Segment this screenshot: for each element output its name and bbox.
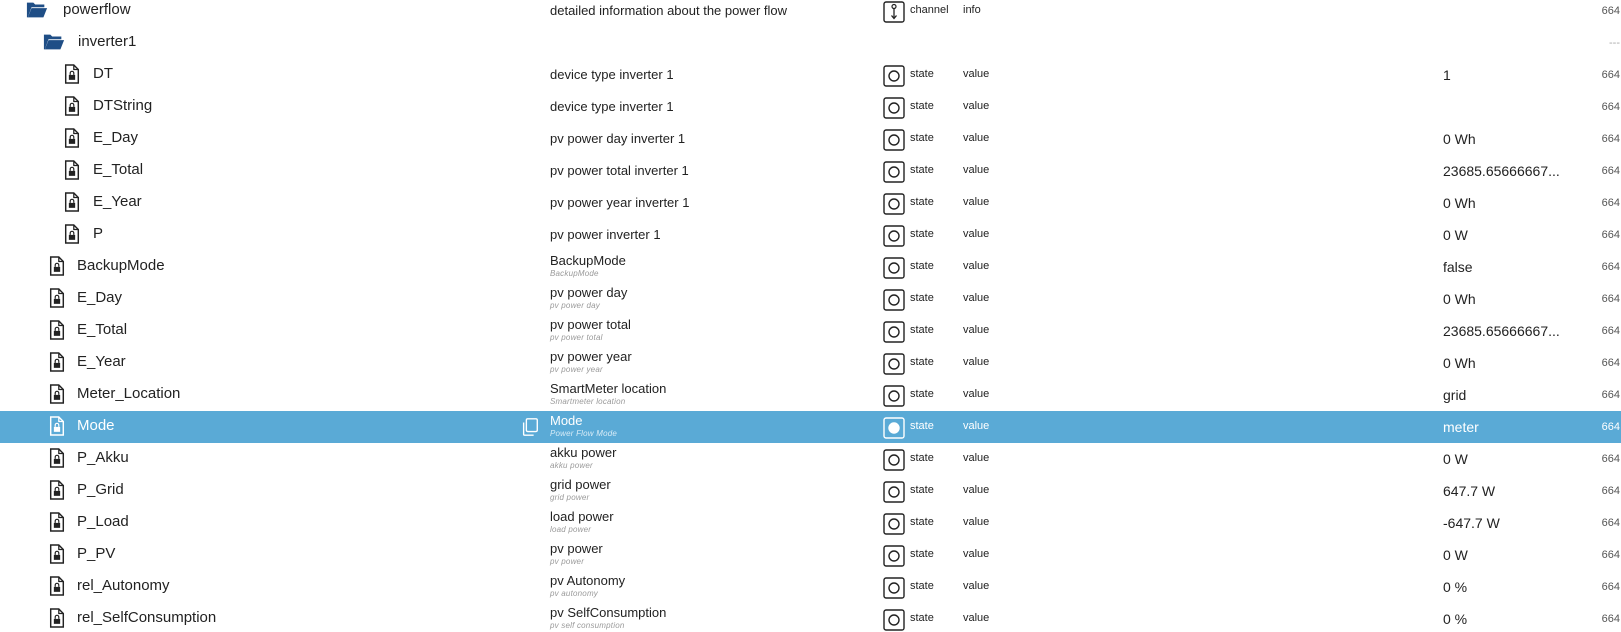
object-type: state — [910, 580, 934, 592]
acl-permissions: 664 — [1601, 197, 1620, 209]
object-description — [550, 411, 617, 443]
locked-file-icon — [63, 159, 85, 181]
acl-permissions: --- — [1609, 37, 1620, 49]
object-name[interactable]: E_Day — [77, 289, 123, 306]
locked-file-icon — [48, 575, 70, 597]
description-text: pv Autonomy — [550, 573, 626, 588]
acl-permissions: 664 — [1601, 389, 1620, 401]
object-value[interactable]: 0 % — [1443, 611, 1468, 627]
description-text: pv power total — [550, 317, 631, 332]
tree-row[interactable] — [0, 443, 1621, 475]
object-name[interactable]: Meter_Location — [77, 385, 181, 402]
description-subtext: pv power day — [550, 301, 600, 310]
state-icon — [883, 545, 905, 567]
locked-file-icon — [48, 255, 70, 277]
object-role: value — [963, 260, 990, 272]
tree-row[interactable] — [0, 347, 1621, 379]
object-name[interactable]: P_Load — [77, 513, 129, 530]
tree-row[interactable] — [0, 251, 1621, 283]
object-description — [550, 475, 611, 507]
description-text: pv power inverter 1 — [550, 227, 661, 242]
description-text: device type inverter 1 — [550, 99, 674, 114]
object-description — [550, 0, 787, 27]
state-icon — [883, 449, 905, 471]
state-icon — [883, 289, 905, 311]
object-role: value — [963, 516, 990, 528]
object-role: value — [963, 68, 990, 80]
description-text: load power — [550, 509, 614, 524]
object-role: value — [963, 388, 990, 400]
object-type: state — [910, 356, 934, 368]
acl-permissions: 664 — [1601, 421, 1620, 433]
object-name[interactable]: P_Akku — [77, 449, 129, 466]
acl-permissions: 664 — [1601, 549, 1620, 561]
locked-file-icon — [48, 415, 70, 437]
tree-row[interactable] — [0, 0, 1621, 27]
description-text: SmartMeter location — [550, 381, 667, 396]
description-text: pv power day inverter 1 — [550, 131, 686, 146]
tree-row[interactable] — [0, 155, 1621, 187]
tree-row[interactable] — [0, 27, 1621, 59]
tree-row[interactable] — [0, 91, 1621, 123]
state-icon — [883, 417, 905, 439]
object-name[interactable]: DTString — [93, 97, 153, 114]
object-name[interactable]: P_PV — [77, 545, 116, 562]
object-name[interactable]: rel_Autonomy — [77, 577, 170, 594]
object-value[interactable]: 23685.65666667... — [1443, 163, 1560, 179]
tree-row[interactable] — [0, 571, 1621, 603]
object-value[interactable]: 0 W — [1443, 227, 1468, 243]
object-value[interactable]: 0 W — [1443, 451, 1468, 467]
description-subtext: grid power — [550, 493, 590, 502]
object-type: state — [910, 388, 934, 400]
object-description — [550, 571, 625, 603]
object-role: value — [963, 164, 990, 176]
locked-file-icon — [63, 127, 85, 149]
tree-row[interactable] — [0, 475, 1621, 507]
object-type: state — [910, 324, 934, 336]
locked-file-icon — [48, 383, 70, 405]
object-value[interactable]: false — [1443, 259, 1473, 275]
object-type: state — [910, 68, 934, 80]
object-value[interactable]: meter — [1443, 419, 1479, 435]
tree-row[interactable] — [0, 219, 1621, 251]
description-subtext: Power Flow Mode — [550, 429, 618, 438]
state-icon — [883, 321, 905, 343]
description-subtext: pv self consumption — [550, 621, 625, 630]
object-role: value — [963, 228, 990, 240]
object-value[interactable]: 0 % — [1443, 579, 1468, 595]
object-type: state — [910, 132, 934, 144]
description-text: akku power — [550, 445, 617, 460]
locked-file-icon — [63, 223, 85, 245]
tree-row[interactable] — [0, 283, 1621, 315]
description-text: Mode — [550, 413, 583, 428]
tree-row[interactable] — [0, 379, 1621, 411]
description-text: BackupMode — [550, 253, 626, 268]
object-description — [550, 59, 674, 91]
tree-row[interactable] — [0, 315, 1621, 347]
description-subtext: pv autonomy — [550, 589, 599, 598]
locked-file-icon — [63, 95, 85, 117]
object-role: value — [963, 420, 990, 432]
object-name[interactable]: E_Total — [77, 321, 128, 338]
acl-permissions: 664 — [1601, 581, 1620, 593]
object-value[interactable]: 0 Wh — [1443, 195, 1476, 211]
object-type: state — [910, 260, 934, 272]
tree-row[interactable] — [0, 187, 1621, 219]
locked-file-icon — [63, 63, 85, 85]
object-value[interactable]: grid — [1443, 387, 1467, 403]
object-type: state — [910, 484, 934, 496]
tree-row[interactable] — [0, 507, 1621, 539]
state-icon — [883, 225, 905, 247]
acl-permissions: 664 — [1601, 229, 1620, 241]
acl-permissions: 664 — [1601, 101, 1620, 113]
tree-row[interactable] — [0, 603, 1621, 632]
state-icon — [883, 129, 905, 151]
object-type: state — [910, 164, 934, 176]
state-icon — [883, 97, 905, 119]
description-text: grid power — [550, 477, 611, 492]
acl-permissions: 664 — [1601, 517, 1620, 529]
object-name[interactable]: P — [93, 225, 104, 242]
object-name[interactable]: E_Day — [93, 129, 139, 146]
object-role: value — [963, 548, 990, 560]
state-icon — [883, 609, 905, 631]
acl-permissions: 664 — [1601, 133, 1620, 145]
object-name[interactable]: E_Year — [93, 193, 142, 210]
state-icon — [883, 257, 905, 279]
state-icon — [883, 513, 905, 535]
object-name[interactable]: Mode — [77, 417, 115, 434]
acl-permissions: 664 — [1601, 453, 1620, 465]
object-role: value — [963, 196, 990, 208]
folder-open-icon — [42, 31, 64, 53]
object-role: value — [963, 292, 990, 304]
locked-file-icon — [48, 447, 70, 469]
description-text: pv power year — [550, 349, 632, 364]
object-description — [550, 443, 616, 475]
locked-file-icon — [48, 351, 70, 373]
object-name[interactable]: rel_SelfConsumption — [77, 609, 217, 626]
object-value[interactable]: 0 Wh — [1443, 131, 1476, 147]
state-icon — [883, 577, 905, 599]
copy-icon[interactable] — [520, 417, 542, 439]
tree-row[interactable] — [0, 59, 1621, 91]
acl-permissions: 664 — [1601, 485, 1620, 497]
object-role: value — [963, 324, 990, 336]
object-description — [550, 603, 666, 632]
tree-row[interactable] — [0, 539, 1621, 571]
object-description — [550, 251, 626, 283]
object-name[interactable]: inverter1 — [78, 33, 137, 50]
object-name[interactable]: E_Total — [93, 161, 144, 178]
object-description — [550, 379, 666, 411]
object-description — [550, 91, 674, 123]
object-role: info — [963, 4, 981, 16]
object-description — [550, 347, 632, 379]
description-text: pv power year inverter 1 — [550, 195, 690, 210]
locked-file-icon — [48, 479, 70, 501]
object-type: state — [910, 612, 934, 624]
description-text: pv power total inverter 1 — [550, 163, 689, 178]
object-description — [550, 155, 689, 187]
object-type: channel — [910, 4, 949, 16]
state-icon — [883, 161, 905, 183]
object-type: state — [910, 420, 934, 432]
object-name[interactable]: powerflow — [63, 1, 131, 18]
object-type: state — [910, 516, 934, 528]
description-subtext: pv power year — [550, 365, 603, 374]
acl-permissions: 664 — [1601, 69, 1620, 81]
object-value[interactable]: -647.7 W — [1443, 515, 1500, 531]
locked-file-icon — [63, 191, 85, 213]
object-description — [550, 507, 614, 539]
object-value[interactable]: 647.7 W — [1443, 483, 1496, 499]
object-description — [550, 283, 627, 315]
acl-permissions: 664 — [1601, 357, 1620, 369]
acl-permissions: 664 — [1601, 5, 1620, 17]
object-value[interactable]: 0 Wh — [1443, 355, 1476, 371]
state-icon — [883, 65, 905, 87]
acl-permissions: 664 — [1601, 165, 1620, 177]
object-description — [550, 315, 631, 347]
object-name[interactable]: DT — [93, 65, 113, 82]
state-icon — [883, 481, 905, 503]
description-subtext: load power — [550, 525, 592, 534]
locked-file-icon — [48, 287, 70, 309]
object-type: state — [910, 452, 934, 464]
object-value[interactable]: 23685.65666667... — [1443, 323, 1560, 339]
object-role: value — [963, 132, 990, 144]
object-role: value — [963, 612, 990, 624]
locked-file-icon — [48, 319, 70, 341]
object-description — [550, 219, 661, 251]
object-description — [550, 123, 685, 155]
object-role: value — [963, 100, 990, 112]
object-type: state — [910, 292, 934, 304]
tree-row[interactable] — [0, 123, 1621, 155]
locked-file-icon — [48, 607, 70, 629]
description-subtext: akku power — [550, 461, 593, 470]
acl-permissions: 664 — [1601, 613, 1620, 625]
locked-file-icon — [48, 543, 70, 565]
object-value[interactable]: 0 Wh — [1443, 291, 1476, 307]
object-role: value — [963, 356, 990, 368]
description-text: pv SelfConsumption — [550, 605, 667, 620]
description-subtext: pv power — [550, 557, 585, 566]
description-text: detailed information about the power flow — [550, 3, 788, 18]
channel-icon — [883, 1, 905, 23]
object-name[interactable]: BackupMode — [77, 257, 165, 274]
object-description — [550, 539, 603, 571]
object-value[interactable]: 0 W — [1443, 547, 1468, 563]
folder-open-icon — [25, 0, 47, 21]
description-subtext: pv power total — [550, 333, 603, 342]
description-text: device type inverter 1 — [550, 67, 674, 82]
state-icon — [883, 353, 905, 375]
object-type: state — [910, 548, 934, 560]
acl-permissions: 664 — [1601, 325, 1620, 337]
locked-file-icon — [48, 511, 70, 533]
object-type: state — [910, 228, 934, 240]
state-icon — [883, 385, 905, 407]
object-role: value — [963, 580, 990, 592]
object-name[interactable]: E_Year — [77, 353, 126, 370]
tree-row-selected[interactable] — [0, 411, 1621, 443]
object-name[interactable]: P_Grid — [77, 481, 124, 498]
description-text: pv power day — [550, 285, 628, 300]
acl-permissions: 664 — [1601, 261, 1620, 273]
object-description — [550, 187, 689, 219]
description-subtext: Smartmeter location — [550, 397, 626, 406]
object-type: state — [910, 196, 934, 208]
description-text: pv power — [550, 541, 603, 556]
acl-permissions: 664 — [1601, 293, 1620, 305]
object-role: value — [963, 484, 990, 496]
object-type: state — [910, 100, 934, 112]
description-subtext: BackupMode — [550, 269, 599, 278]
object-role: value — [963, 452, 990, 464]
object-value[interactable]: 1 — [1443, 67, 1451, 83]
state-icon — [883, 193, 905, 215]
